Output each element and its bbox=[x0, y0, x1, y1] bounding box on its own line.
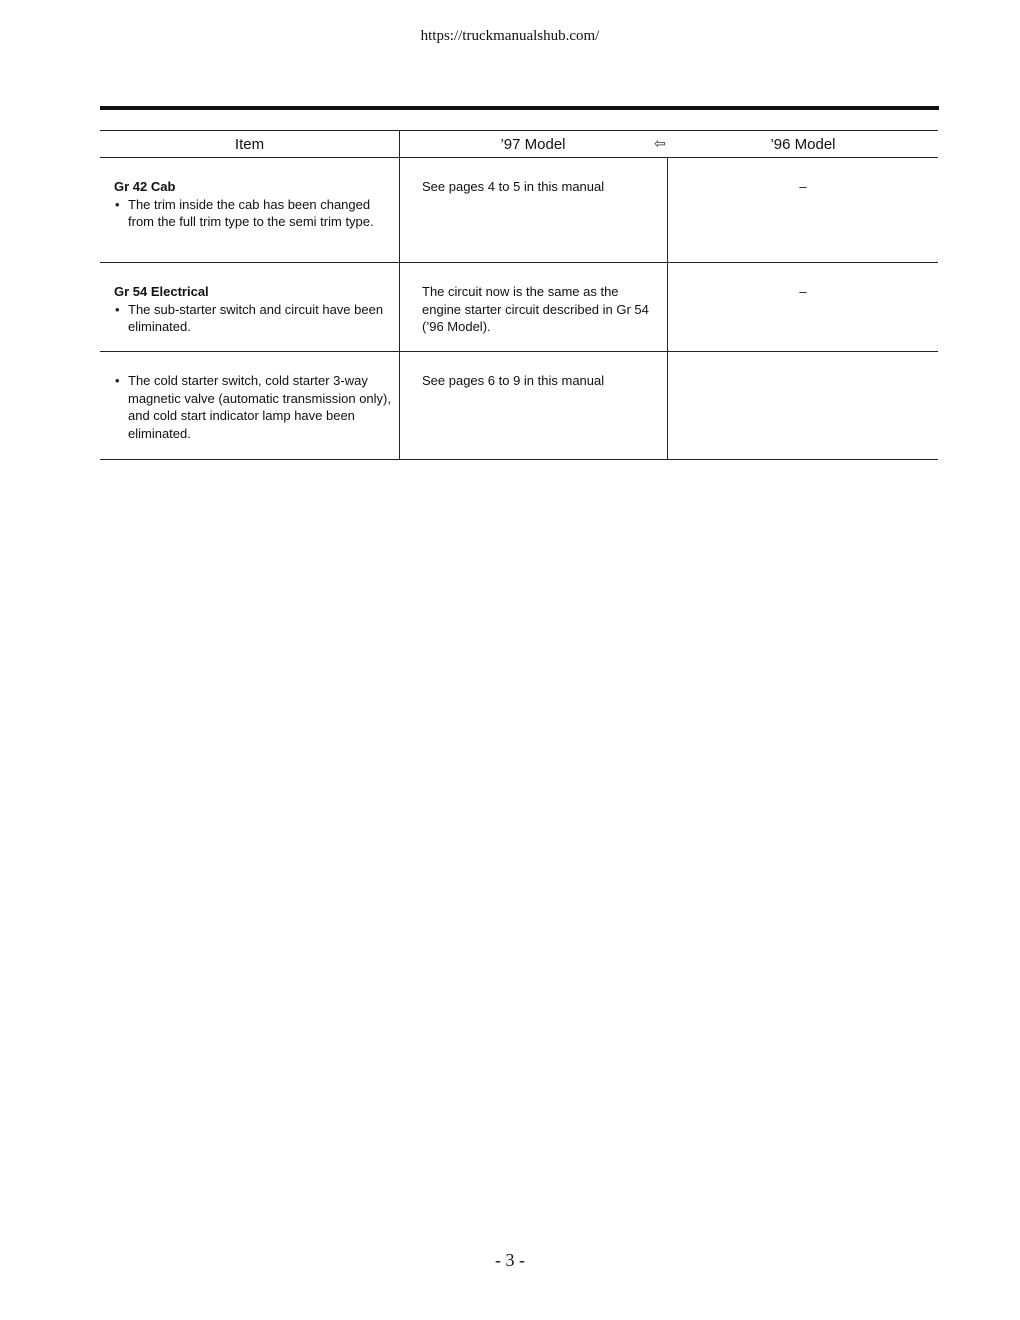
top-rule bbox=[100, 106, 939, 110]
column-header-96-model: ’96 Model bbox=[770, 135, 836, 153]
bullet-icon: • bbox=[115, 196, 120, 212]
model-97-cell: See pages 6 to 9 in this manual bbox=[400, 352, 668, 459]
bullet-icon: • bbox=[115, 301, 120, 317]
model-96-cell: – bbox=[799, 284, 807, 299]
bullet-text: The cold starter switch, cold starter 3-way magnetic valve (automatic transmission only), and cold start indicator lamp have been eliminated. bbox=[128, 373, 391, 441]
model-96-cell: – bbox=[799, 179, 807, 194]
item-cell bbox=[100, 352, 400, 459]
table-row bbox=[100, 352, 938, 460]
bullet-text: The trim inside the cab has been changed from the full trim type to the semi trim type. bbox=[128, 196, 374, 229]
table-header bbox=[100, 130, 938, 158]
bullet-icon: • bbox=[115, 373, 120, 388]
table-row bbox=[100, 263, 938, 352]
change-table bbox=[100, 130, 938, 460]
bullet-item bbox=[114, 372, 391, 442]
group-title: Gr 42 Cab bbox=[114, 179, 176, 194]
bullet-text: The sub-starter switch and circuit have been eliminated. bbox=[128, 301, 384, 334]
column-header-97-model: ’97 Model bbox=[500, 135, 566, 153]
item-cell bbox=[100, 263, 400, 351]
bullet-item bbox=[114, 301, 391, 336]
model-97-cell: See pages 4 to 5 in this manual bbox=[400, 158, 668, 262]
bullet-item bbox=[114, 196, 391, 231]
page-number: - 3 - bbox=[495, 1250, 525, 1270]
arrow-cell bbox=[654, 131, 668, 157]
left-arrow-icon: ⇦ bbox=[654, 135, 666, 151]
group-title: Gr 54 Electrical bbox=[114, 284, 209, 299]
model-97-cell: The circuit now is the same as the engine starter circuit described in Gr 54 (’96 Model). bbox=[400, 263, 668, 351]
table-row bbox=[100, 158, 938, 263]
source-url: https://truckmanualshub.com/ bbox=[420, 28, 600, 44]
model-96-cell bbox=[668, 352, 938, 459]
column-header-item: Item bbox=[100, 131, 400, 157]
item-cell bbox=[100, 158, 400, 262]
